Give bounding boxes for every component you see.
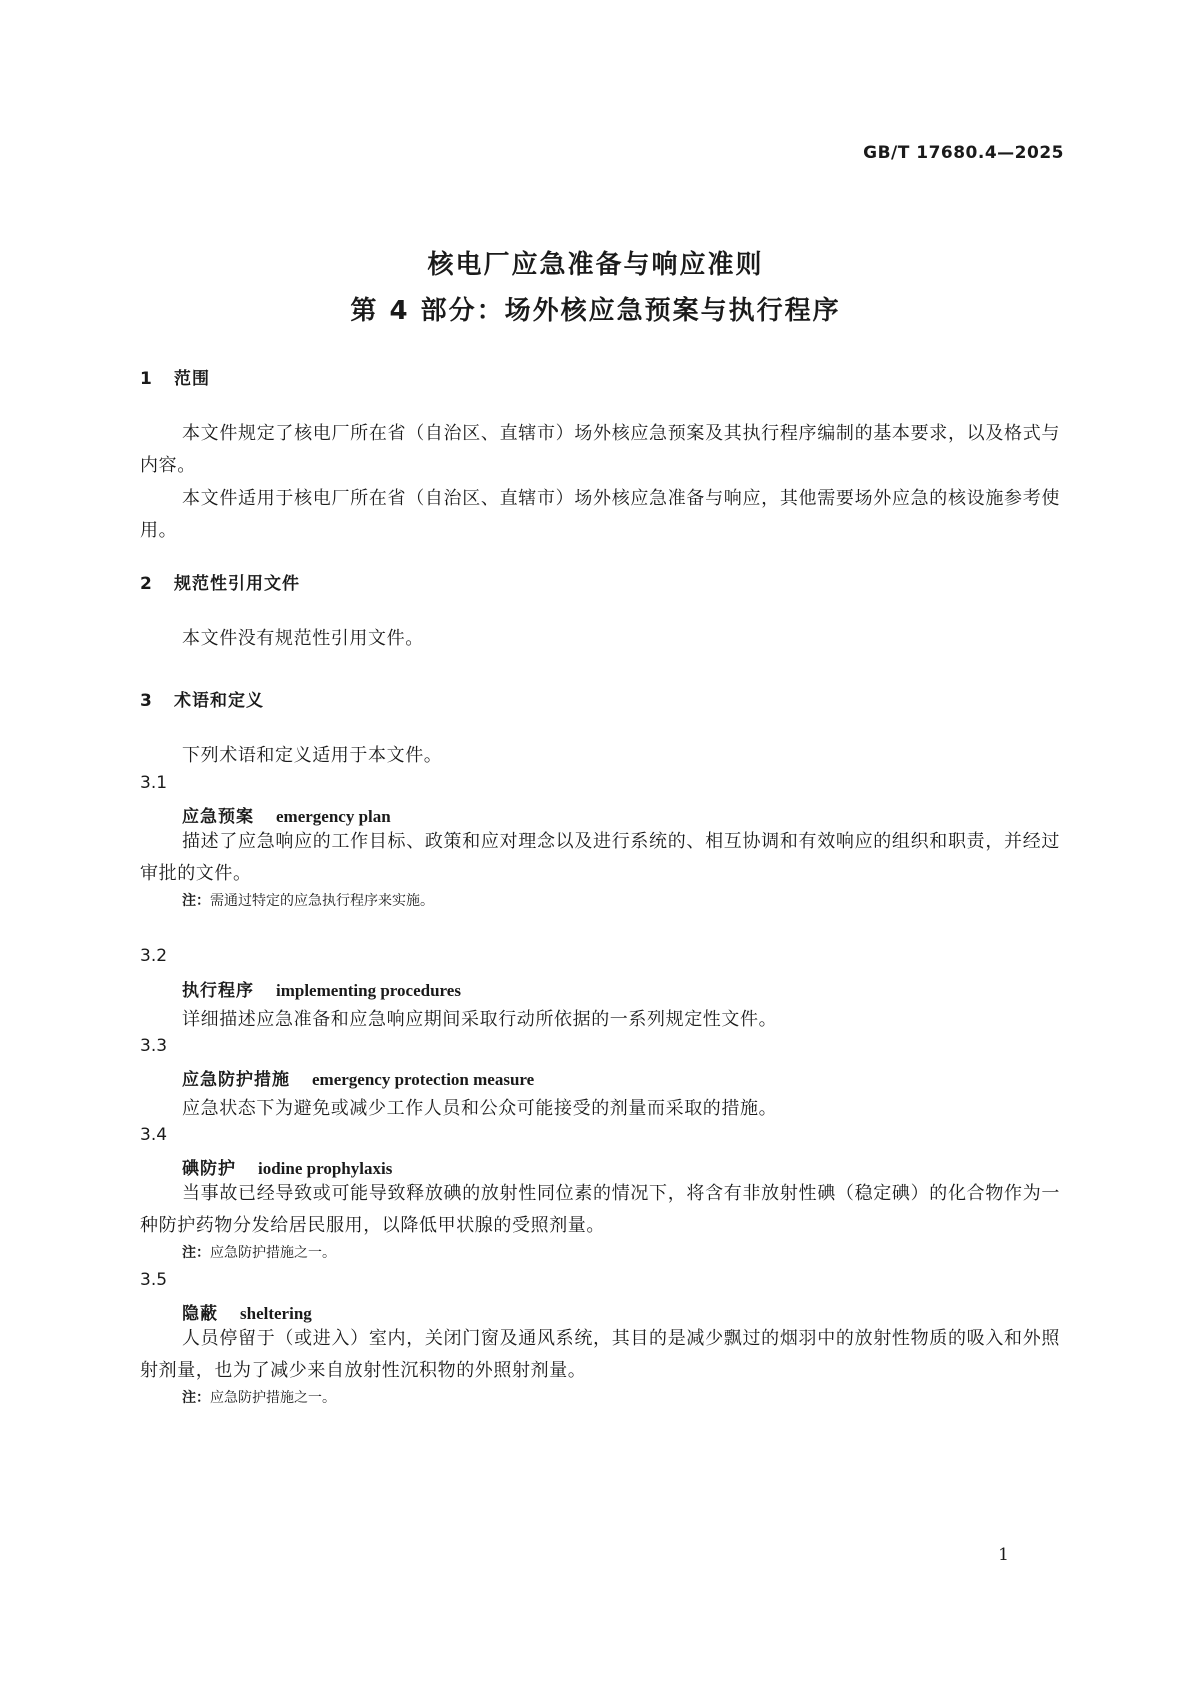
term-en: emergency protection measure bbox=[312, 1070, 535, 1089]
section-1-paragraph-2: 本文件适用于核电厂所在省（自治区、直辖市）场外核应急准备与响应，其他需要场外应急的核设施参考使用。 bbox=[140, 488, 1060, 541]
section-title: 范围 bbox=[174, 369, 210, 389]
term-number: 3.1 bbox=[140, 773, 168, 793]
term-3-4-note bbox=[182, 1242, 336, 1262]
term-zh: 碘防护 bbox=[182, 1159, 236, 1179]
term-en: implementing procedures bbox=[276, 981, 461, 1000]
term-zh: 应急预案 bbox=[182, 807, 254, 827]
term-3-5 bbox=[182, 1299, 312, 1324]
term-number: 3.5 bbox=[140, 1270, 168, 1290]
note-text: 应急防护措施之一。 bbox=[210, 1390, 336, 1406]
term-3-1-note bbox=[182, 890, 434, 910]
document-title-line1: 核电厂应急准备与响应准则 bbox=[427, 250, 764, 280]
term-number: 3.4 bbox=[140, 1125, 168, 1145]
page-number: 1 bbox=[998, 1545, 1009, 1565]
section-2-paragraph: 本文件没有规范性引用文件。 bbox=[182, 628, 424, 649]
section-title: 规范性引用文件 bbox=[174, 574, 300, 594]
term-en: iodine prophylaxis bbox=[258, 1159, 393, 1178]
note-label: 注： bbox=[182, 1245, 210, 1261]
term-en: sheltering bbox=[240, 1304, 312, 1323]
term-3-1 bbox=[182, 802, 391, 827]
term-3-1-definition: 描述了应急响应的工作目标、政策和应对理念以及进行系统的、相互协调和有效响应的组织和职责，并经过审批的文件。 bbox=[140, 831, 1060, 884]
term-3-2 bbox=[182, 976, 461, 1001]
term-number: 3.2 bbox=[140, 946, 168, 966]
section-3-heading bbox=[140, 686, 264, 711]
term-3-4-definition: 当事故已经导致或可能导致释放碘的放射性同位素的情况下，将含有非放射性碘（稳定碘）的化合物作为一种防护药物分发给居民服用，以降低甲状腺的受照剂量。 bbox=[140, 1183, 1060, 1236]
section-1-heading bbox=[140, 364, 210, 389]
term-3-5-note bbox=[182, 1387, 336, 1407]
section-number: 3 bbox=[140, 691, 153, 711]
term-3-4 bbox=[182, 1154, 392, 1179]
section-title: 术语和定义 bbox=[174, 691, 264, 711]
section-1-paragraph-1: 本文件规定了核电厂所在省（自治区、直辖市）场外核应急预案及其执行程序编制的基本要求，以及格式与内容。 bbox=[140, 423, 1060, 476]
term-3-2-definition: 详细描述应急准备和应急响应期间采取行动所依据的一系列规定性文件。 bbox=[182, 1009, 778, 1030]
term-number: 3.3 bbox=[140, 1036, 168, 1056]
note-text: 应急防护措施之一。 bbox=[210, 1245, 336, 1261]
term-en: emergency plan bbox=[276, 807, 391, 826]
term-3-5-definition: 人员停留于（或进入）室内，关闭门窗及通风系统，其目的是减少飘过的烟羽中的放射性物质的吸入和外照射剂量，也为了减少来自放射性沉积物的外照射剂量。 bbox=[140, 1328, 1060, 1381]
note-label: 注： bbox=[182, 1390, 210, 1406]
term-3-3 bbox=[182, 1065, 534, 1090]
note-text: 需通过特定的应急执行程序来实施。 bbox=[210, 893, 434, 909]
section-number: 2 bbox=[140, 574, 153, 594]
term-zh: 应急防护措施 bbox=[182, 1070, 290, 1090]
term-3-3-definition: 应急状态下为避免或减少工作人员和公众可能接受的剂量而采取的措施。 bbox=[182, 1098, 778, 1119]
term-zh: 执行程序 bbox=[182, 981, 254, 1001]
section-number: 1 bbox=[140, 369, 153, 389]
standard-number: GB/T 17680.4—2025 bbox=[863, 143, 1064, 163]
section-3-intro: 下列术语和定义适用于本文件。 bbox=[182, 745, 443, 766]
term-zh: 隐蔽 bbox=[182, 1304, 218, 1324]
document-title-line2: 第 4 部分：场外核应急预案与执行程序 bbox=[350, 296, 841, 326]
section-2-heading bbox=[140, 569, 300, 594]
note-label: 注： bbox=[182, 893, 210, 909]
